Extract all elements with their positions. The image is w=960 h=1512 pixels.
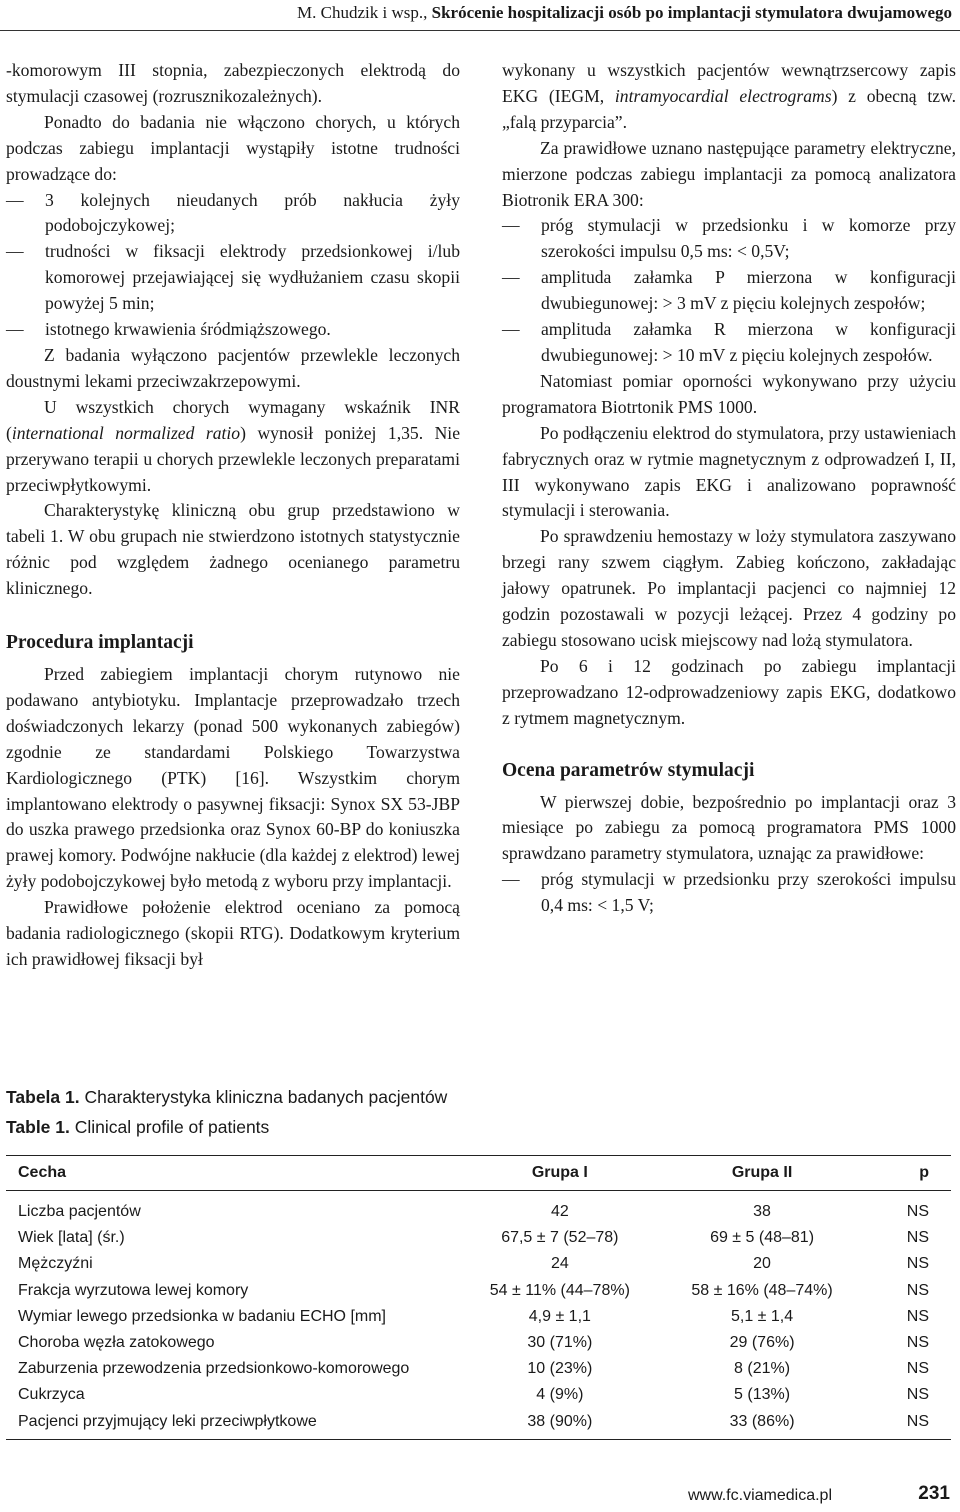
table-cell: Pacjenci przyjmujący leki przeciwpłytkowe (6, 1409, 464, 1440)
table-cell: 67,5 ± 7 (52–78) (501, 1229, 619, 1247)
table-cell: NS (906, 1203, 929, 1221)
table-row (6, 1191, 951, 1226)
table-cell: 4,9 ± 1,1 (528, 1307, 591, 1325)
table-row (6, 1304, 951, 1330)
table-cell: 42 (550, 1203, 569, 1221)
paragraph: Charakterystykę kliniczną obu grup przedstawiono w tabeli 1. W obu grupach nie stwierdzono istotnych statystycznie różnic pod względem żadnego ocenianego parametru klinicznego. (6, 500, 460, 599)
column-header: Grupa II (656, 1156, 868, 1191)
table-cell: 5,1 ± 1,4 (730, 1307, 794, 1325)
table-cell: Liczba pacjentów (18, 1203, 141, 1221)
table-cell: 10 (23%) (527, 1360, 593, 1378)
left-column (6, 58, 460, 973)
table-cell: NS (868, 1409, 951, 1440)
table-cell: 30 (71%) (527, 1334, 593, 1352)
table-row (6, 1409, 951, 1440)
table-cell: 33 (86%) (656, 1409, 868, 1440)
table-cell: 4 (9%) (536, 1386, 584, 1404)
table-cell: Mężczyźni (18, 1255, 93, 1273)
paragraph: -komorowym III stopnia, zabezpieczonych elektrodą do stymulacji czasowej (rozrusznikozależnych). (6, 60, 460, 106)
table-cell: NS (906, 1360, 929, 1378)
table-block (6, 1082, 956, 1440)
column-header: p (868, 1156, 951, 1191)
table-cell: Cukrzyca (18, 1386, 85, 1404)
paragraph: U wszystkich chorych wymagany wskaźnik INR (international normalized ratio) wynosił poniżej 1,35. Nie przerywano terapii u chorych przewlekle leczonych preparatami przeciwpłytkowymi. (6, 396, 460, 495)
paragraph: Prawidłowe położenie elektrod oceniano za pomocą badania radiologicznego (skopii RTG). Dodatkowym kryterium ich prawidłowej fiksacji był (6, 897, 460, 969)
table-row (6, 1251, 951, 1277)
paragraph: W pierwszej dobie, bezpośrednio po implantacji oraz 3 miesiące po zabiegu za pomocą programatora PMS 1000 sprawdzano parametry stymulatora, uznając za prawidłowe: (502, 791, 956, 864)
table-cell: 58 ± 16% (48–74%) (691, 1281, 833, 1299)
header-title: Skrócenie hospitalizacji osób po implantacji stymulatora dwujamowego (431, 3, 952, 22)
list-item: — trudności w fiksacji elektrody przedsionkowej i/lub komorowej przejawiającej się wydłużaniem czasu skopii powyżej 5 min; (6, 239, 460, 317)
column-header: Grupa I (464, 1156, 657, 1191)
running-header (0, 0, 960, 30)
section-heading: Ocena parametrów stymulacji (502, 759, 755, 781)
italic-term: intramyocardial electrograms (614, 85, 832, 106)
paragraph: Po 6 i 12 godzinach po zabiegu implantacji przeprowadzano 12-odprowadzeniowy zapis EKG, dodatkowo z rytmem magnetycznym. (502, 655, 956, 728)
table-cell: Choroba węzła zatokowego (18, 1334, 215, 1352)
list-item: — amplituda załamka P mierzona w konfiguracji dwubiegunowej: > 3 mV z pięciu kolejnych zespołów; (502, 265, 956, 317)
table-caption-en: Table 1. Clinical profile of patients (6, 1117, 270, 1137)
table-cell: NS (906, 1307, 929, 1325)
table-cell: Zaburzenia przewodzenia przedsionkowo-komorowego (18, 1360, 410, 1378)
table-cell: Frakcja wyrzutowa lewej komory (18, 1281, 249, 1299)
table-cell: 38 (753, 1203, 771, 1221)
paragraph: Ponadto do badania nie włączono chorych, u których podczas zabiegu implantacji wystąpiły istotne trudności prowadzące do: (6, 111, 460, 184)
table-caption-pl: Tabela 1. Charakterystyka kliniczna badanych pacjentów (6, 1087, 448, 1107)
table-cell: 29 (76%) (729, 1334, 795, 1352)
page-number: 231 (918, 1483, 950, 1504)
header-authors: M. Chudzik i wsp., (297, 3, 428, 22)
table-row (6, 1278, 951, 1304)
table-cell: 69 ± 5 (48–81) (710, 1229, 815, 1247)
table-cell: 24 (550, 1255, 569, 1273)
italic-term: international normalized ratio (11, 422, 241, 443)
list-item: — próg stymulacji w przedsionku przy szerokości impulsu 0,4 ms: < 1,5 V; (502, 867, 956, 919)
table-cell: NS (906, 1334, 929, 1352)
table-cell: 20 (753, 1255, 771, 1273)
header-rule (0, 30, 960, 31)
table-cell: NS (906, 1386, 929, 1404)
table-cell: 38 (90%) (464, 1409, 657, 1440)
table-cell: NS (906, 1229, 929, 1247)
paragraph: Po sprawdzeniu hemostazy w loży stymulatora zaszywano brzegi rany szwem ciągłym. Zabieg kończono, zakładając jałowy opatrunek. Po implantacji pacjenci co najmniej 12 godzin pozostawali w pozycji leżącej. Przez 4 godziny po zabiegu stosowano ucisk miejscowy nad lożą stymulatora. (502, 526, 956, 650)
list-item: — amplituda załamka R mierzona w konfiguracji dwubiegunowej: > 10 mV z pięciu kolejnych zespołów. (502, 317, 956, 369)
table-row (6, 1356, 951, 1382)
table-cell: 5 (13%) (734, 1386, 791, 1404)
paragraph: Za prawidłowe uznano następujące parametry elektryczne, mierzone podczas zabiegu implantacji za pomocą analizatora Biotronik ERA 300: (502, 137, 956, 210)
paragraph: Przed zabiegiem implantacji chorym rutynowo nie podawano antybiotyku. Implantacje przeprowadzało trzech doświadczonych lekarzy (ponad 500 wykonanych zabiegów) zgodnie ze standardami Polskiego Towarzystwa Kardiologicznego (PTK) [16]. Wszystkim chorym implantowano elektrody o pasywnej fiksacji: Synox SX 53-JBP do uszka prawego przedsionka oraz Synox 60-BP do koniuszka prawej komory. Podwójne nakłucie (dla każdej z elektrod) lewej żyły podobojczykowej było metodą z wyboru przy implantacji. (6, 664, 460, 892)
right-column (502, 58, 956, 919)
journal-url[interactable]: www.fc.viamedica.pl (687, 1487, 832, 1504)
section-heading: Procedura implantacji (6, 632, 194, 654)
table-cell: Wiek [lata] (śr.) (18, 1229, 125, 1247)
paragraph: Po podłączeniu elektrod do stymulatora, przy ustawieniach fabrycznych oraz w rytmie magnetycznym z odprowadzeń I, II, III wykonywano zapis EKG i analizowano poprawność stymulacji i sterowania. (502, 422, 956, 521)
table-cell: Wymiar lewego przedsionka w badaniu ECHO [mm] (18, 1307, 386, 1325)
table-header-row (6, 1156, 951, 1191)
paragraph: wykonany u wszystkich pacjentów wewnątrzsercowy zapis EKG (IEGM, intramyocardial electrograms) z obecną tzw. „falą przyparcia”. (502, 60, 956, 132)
table-cell: 8 (21%) (734, 1360, 791, 1378)
clinical-profile-table (6, 1155, 951, 1440)
list-item: — istotnego krwawienia śródmiąższowego. (6, 317, 460, 343)
table-row (6, 1382, 951, 1408)
table-row (6, 1225, 951, 1251)
list-item: — 3 kolejnych nieudanych prób nakłucia żyły podobojczykowej; (6, 188, 460, 240)
page-footer (0, 1483, 960, 1509)
paragraph: Natomiast pomiar oporności wykonywano przy użyciu programatora Biotrtonik PMS 1000. (502, 370, 956, 417)
list-item: — próg stymulacji w przedsionku i w komorze przy szerokości impulsu 0,5 ms: < 0,5V; (502, 213, 956, 265)
table-row (6, 1330, 951, 1356)
table-cell: NS (906, 1255, 929, 1273)
column-header: Cecha (6, 1156, 464, 1191)
table-cell: NS (906, 1281, 929, 1299)
paragraph: Z badania wyłączono pacjentów przewlekle leczonych doustnymi lekami przeciwzakrzepowymi. (6, 344, 460, 391)
table-cell: 54 ± 11% (44–78%) (489, 1281, 630, 1299)
